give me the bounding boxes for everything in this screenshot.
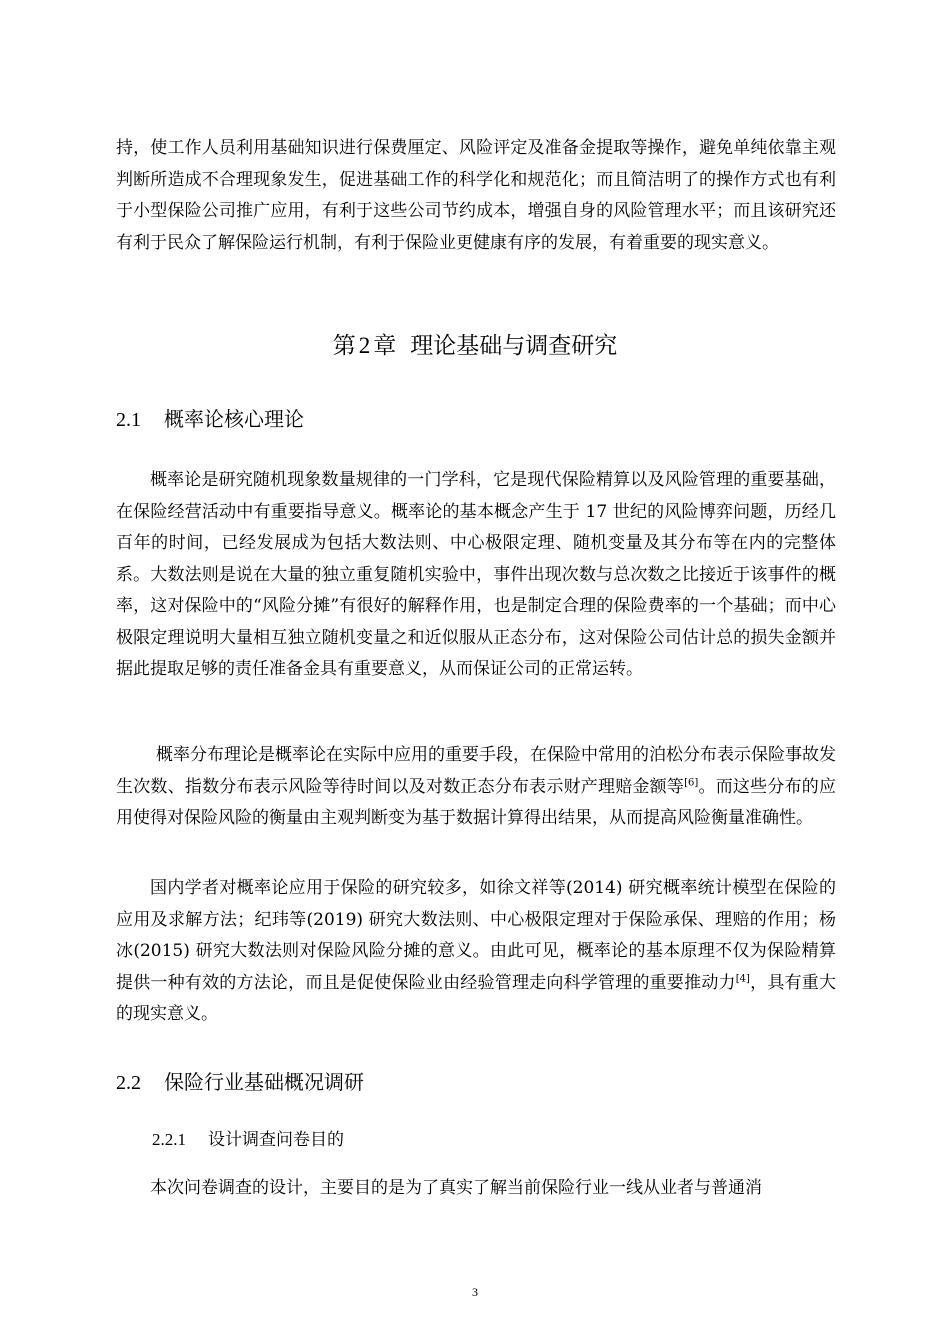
section-heading-2-2 — [116, 1067, 364, 1098]
chapter-suffix: 章 — [373, 333, 397, 359]
section-heading-2-1 — [116, 404, 304, 435]
citation: [4] — [735, 972, 750, 984]
subsection-title: 设计调查问卷目的 — [208, 1130, 344, 1150]
page-number: 3 — [472, 1285, 478, 1299]
para-text: 概率分布理论是概率论在实际中应用的重要手段，在保险中常用的泊松分布表示保险事故发生次数、指数分布表示风险等待时间以及对数正态分布表示财产理赔金额等 — [116, 745, 836, 797]
paragraph-questionnaire-purpose: 本次问卷调查的设计，主要目的是为了真实了解当前保险行业一线从业者与普通消 — [150, 1178, 762, 1198]
section-number: 2.2 — [116, 1072, 141, 1094]
subsection-heading-2-2-1 — [152, 1126, 344, 1154]
chapter-title: 理论基础与调查研究 — [410, 333, 618, 359]
chapter-prefix: 第 — [332, 333, 356, 359]
paragraph-probability-distribution — [116, 740, 836, 835]
para-text: 。而这些分布的应用使得对保险风险的衡量由主观判断变为基于数据计算得出结果，从而提高风险衡量准确性。 — [116, 776, 837, 828]
para-text: ，具有重大的现实意义。 — [116, 972, 836, 1024]
section-title: 概率论核心理论 — [164, 407, 304, 431]
subsection-number: 2.2.1 — [152, 1130, 186, 1149]
section-title: 保险行业基础概况调研 — [164, 1070, 364, 1094]
citation: [6] — [684, 776, 699, 788]
paragraph-domestic-research — [116, 873, 836, 1031]
chapter-number: 2 — [358, 333, 371, 358]
paragraph-probability-theory: 概率论是研究随机现象数量规律的一门学科，它是现代保险精算以及风险管理的重要基础，在保险经营活动中有重要指导意义。概率论的基本概念产生于 17 世纪的风险博弈问题，历经几百年的时间，已经发展成为包括大数法则、中心极限定理、随机变量及其分布等在内的完整体系。大数法则是说在大量的独立重复随机实验中，事件出现次数与总次数之比接近于该事件的概率，这对保险中的“风险分摊”有很好的解释作用，也是制定合理的保险费率的一个基础；而中心极限定理说明大量相互独立随机变量之和近似服从正态分布，这对保险公司估计总的损失金额并据此提取足够的责任准备金具有重要意义，从而保证公司的正常运转。 — [116, 470, 836, 679]
para-text: 国内学者对概率论应用于保险的研究较多，如徐文祥等(2014) 研究概率统计模型在保险的应用及求解方法；纪玮等(2019) 研究大数法则、中心极限定理对于保险承保、理赔的作用；杨冰(2015) 研究大数法则对保险风险分摊的意义。由此可见，概率论的基本原理不仅为保险精算提供一种有效的方法论，而且是促使保险业由经验管理走向科学管理的重要推动力 — [116, 878, 836, 993]
section-number: 2.1 — [116, 409, 141, 431]
continuation-paragraph: 持，使工作人员利用基础知识进行保费厘定、风险评定及准备金提取等操作，避免单纯依靠主观判断所造成不合理现象发生，促进基础工作的科学化和规范化；而且简洁明了的操作方式也有利于小型保险公司推广应用，有利于这些公司节约成本，增强自身的风险管理水平；而且该研究还有利于民众了解保险运行机制，有利于保险业更健康有序的发展，有着重要的现实意义。 — [116, 138, 836, 253]
chapter-heading — [0, 330, 950, 362]
